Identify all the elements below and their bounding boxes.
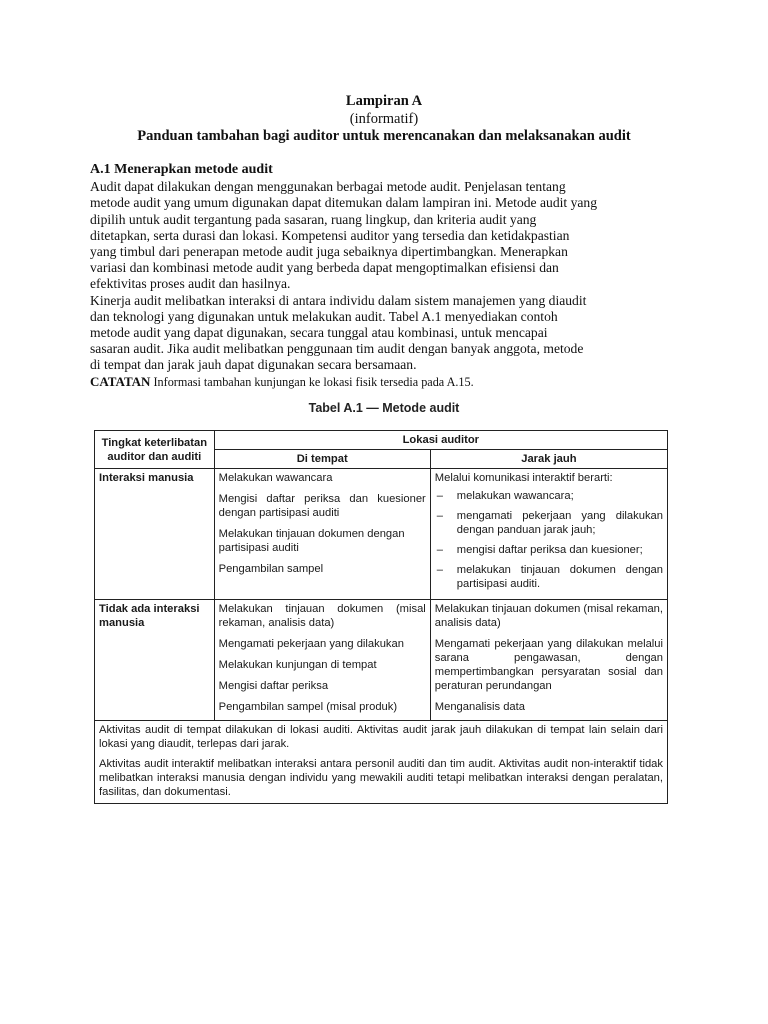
list-item: Melakukan tinjauan dokumen (misal rekaman, analisis data) [218,603,426,629]
note [90,374,615,390]
list-item-text: melakukan tinjauan dokumen dengan partisipasi auditi. [456,564,663,590]
p1-line: dipilih untuk audit tergantung pada sasaran, ruang lingkup, dan kriteria audit yang [90,211,537,227]
p2-line: sasaran audit. Jika audit melibatkan penggunaan tim audit dengan banyak anggota, metode [90,341,584,357]
appendix-heading: Panduan tambahan bagi auditor untuk merencanakan dan melaksanakan audit [137,128,631,144]
table-row [95,469,668,600]
list-item: Mengamati pekerjaan yang dilakukan [218,638,404,650]
note-label: CATATAN [90,373,151,389]
p1-line: efektivitas proses audit dan hasilnya. [90,276,291,292]
human-remote-cell [430,469,667,600]
table-header-row [95,431,668,450]
row-label-nohuman: Tidak ada interaksi manusia [95,600,215,721]
list-item: Pengambilan sampel [218,563,324,575]
list-item: Melakukan tinjauan dokumen dengan partisipasi auditi [218,528,405,554]
paragraph-1 [90,179,615,292]
corner-header: Tingkat keterlibatan auditor dan auditi [95,431,215,469]
row-label-human: Interaksi manusia [95,469,215,600]
appendix-subtitle: (informatif) [349,110,419,127]
remote-header: Jarak jauh [430,450,667,469]
list-item [435,489,663,503]
list-item: Menganalisis data [434,701,525,713]
p1-line: variasi dan kombinasi metode audit yang berbeda dapat mengoptimalkan efisiensi dan [90,260,559,276]
p2-line: Kinerja audit melibatkan interaksi di antara individu dalam sistem manajemen yang diaudit [90,292,587,308]
dash-bullet: – [436,544,444,556]
audit-methods-table [94,430,668,804]
dash-bullet: – [436,510,444,522]
p1-line: Audit dapat dilakukan dengan menggunakan berbagai metode audit. Penjelasan tentang [90,179,566,195]
p2-line: di tempat dan jarak jauh dapat digunakan secara bersamaan. [90,357,417,373]
location-header: Lokasi auditor [214,431,667,450]
appendix-title: Lampiran A [345,93,423,109]
footnote-2: Aktivitas audit interaktif melibatkan interaksi antara personil auditi dan tim audit. Aktivitas audit non-interaktif tidak melibatkan interaksi manusia dengan individu yang mewakili auditi tetapi melibatkan interaksi dengan peralatan, fasilitas, dan dokumentasi. [99,758,663,798]
remote-list [435,489,663,591]
footnote-1: Aktivitas audit di tempat dilakukan di lokasi auditi. Aktivitas audit jarak jauh dilakukan di tempat lain selain dari lokasi yang diaudit, terlepas dari jarak. [99,724,663,750]
list-item: Pengambilan sampel (misal produk) [218,701,398,713]
list-item: Melakukan kunjungan di tempat [218,659,377,671]
list-item: Mengamati pekerjaan yang dilakukan melalui sarana pengawasan, dengan mempertimbangkan persyaratan sosial dan peraturan perundangan [434,638,663,692]
human-onsite-cell [214,469,430,600]
nohuman-remote-cell [430,600,667,721]
table-row [95,600,668,721]
list-item: Mengisi daftar periksa [218,680,329,692]
remote-intro: Melalui komunikasi interaktif berarti: [434,472,613,484]
list-item: Melakukan tinjauan dokumen (misal rekaman, analisis data) [434,603,664,629]
list-item [435,563,663,591]
dash-bullet: – [436,564,444,576]
note-text: Informasi tambahan kunjungan ke lokasi fisik tersedia pada A.15. [150,374,474,389]
onsite-header: Di tempat [214,450,430,469]
table-title: Tabel A.1 — Metode audit [308,401,460,415]
list-item-text: mengamati pekerjaan yang dilakukan dengan panduan jarak jauh; [456,510,663,536]
list-item: Melakukan wawancara [218,472,333,484]
p1-line: yang timbul dari penerapan metode audit juga sebaiknya dipertimbangkan. Menerapkan [90,244,568,260]
list-item: Mengisi daftar periksa dan kuesioner dengan partisipasi auditi [218,493,426,519]
list-item [435,509,663,537]
p1-line: metode audit yang umum digunakan dapat ditemukan dalam lampiran ini. Metode audit yang [90,195,597,211]
list-item-text: mengisi daftar periksa dan kuesioner; [456,544,643,556]
dash-bullet: – [436,490,444,502]
document-header [0,93,768,146]
section-heading: A.1 Menerapkan metode audit [90,162,273,177]
section-a1 [90,162,615,390]
list-item-text: melakukan wawancara; [456,490,574,502]
p2-line: metode audit yang dapat digunakan, secara tunggal atau kombinasi, untuk mencapai [90,325,548,341]
table-footnote-row [95,721,668,804]
paragraph-2 [90,293,615,374]
p1-line: ditetapkan, serta durasi dan lokasi. Kompetensi auditor yang tersedia dan ketidakpastian [90,227,570,243]
list-item [435,543,663,557]
table-footnote [95,721,668,804]
p2-line: dan teknologi yang digunakan untuk melakukan audit. Tabel A.1 menyediakan contoh [90,308,558,324]
nohuman-onsite-cell [214,600,430,721]
